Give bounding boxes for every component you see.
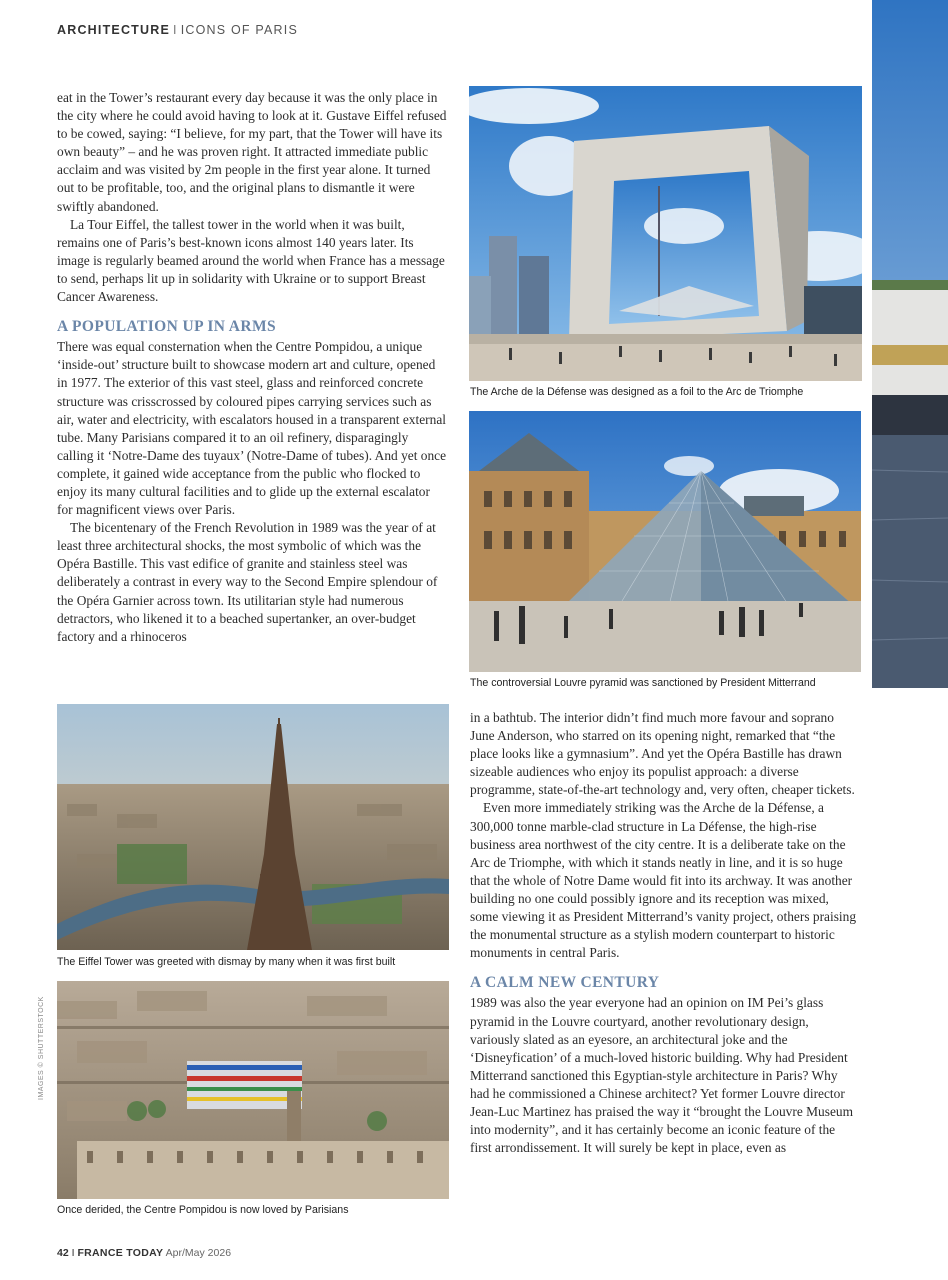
footer-separator: I	[71, 1247, 75, 1259]
louvre-pyramid-illustration	[469, 411, 861, 672]
right-text-column	[470, 709, 860, 1157]
paragraph: La Tour Eiffel, the tallest tower in the world when it was built, remains one of Paris’s best-known icons almost 140 years later. Its image is regularly beamed around the world when France has a message to send, perhaps lit up in solidarity with Ukraine or to support Breast Cancer Awareness.	[57, 216, 445, 305]
eiffel-caption: The Eiffel Tower was greeted with dismay by many when it was first built	[57, 956, 396, 968]
section-label: ARCHITECTURE	[57, 23, 171, 37]
running-header	[57, 23, 298, 37]
page-number: 42	[57, 1247, 69, 1259]
section-subtitle: ICONS OF PARIS	[180, 23, 298, 37]
eiffel-tower-illustration	[57, 704, 449, 950]
facing-page-photo-strip	[872, 0, 948, 688]
paragraph: The bicentenary of the French Revolution in 1989 was the year of at least three architectural shocks, the most symbolic of which was the Opéra Bastille. This vast edifice of granite and stainless steel was deliberately a contrast in every way to the Second Empire splendour of the Opéra Garnier across town. Its utilitarian style had numerous detractors, who likened it to a beached supertanker, an over-budget factory and a rhinoceros	[57, 520, 438, 644]
arche-defense-illustration	[469, 86, 862, 381]
paragraph: Even more immediately striking was the Arche de la Défense, a 300,000 tonne marble-clad structure in La Défense, the high-rise business area northwest of the city centre. It is a deliberate take on the Arc de Triomphe, with which it stands neatly in line, and it is so huge that the whole of Notre Dame would fit into its archway. It was another building no one could possibly ignore and its reception was mixed, some viewing it as President Mitterrand’s vanity project, others praising the monumental structure as a stylish modern counterpart to historic monuments in central Paris.	[470, 800, 857, 961]
louvre-caption: The controversial Louvre pyramid was sanctioned by President Mitterrand	[470, 677, 816, 689]
paragraph: eat in the Tower’s restaurant every day because it was the only place in the city where he could avoid having to look at it. Gustave Eiffel refused to be cowed, saying: “I believe, for my part, that the Tower will have its own beauty” – and he was proven right. It attracted immediate public acclaim and was visited by 2m people in the first year alone. It turned out to be profitable, too, and the original plans to dismantle it were swiftly abandoned.	[57, 90, 447, 214]
pompidou-caption: Once derided, the Centre Pompidou is now loved by Parisians	[57, 1204, 349, 1216]
page-footer	[57, 1247, 231, 1259]
section-heading: A CALM NEW CENTURY	[470, 974, 660, 992]
header-separator: I	[173, 23, 178, 37]
magazine-name: FRANCE TODAY	[77, 1247, 164, 1259]
centre-pompidou-photo	[57, 981, 449, 1199]
louvre-pyramid-photo	[469, 411, 861, 672]
paragraph: There was equal consternation when the Centre Pompidou, a unique ‘inside-out’ structure built to showcase modern art and culture, opened in 1977. The exterior of this vast steel, glass and reinforced concrete structure was crisscrossed by coloured pipes carrying services such as air, water and electricity, with escalators housed in a transparent external tube. Many Parisians compared it to an oil refinery, disparagingly calling it ‘Notre-Dame des tuyaux’ (Notre-Dame of tubes). And yet once complete, it gained wide acceptance from the public who flocked to enjoy its many cultural facilities and to glide up the external escalator for magnificent views over Paris.	[57, 339, 447, 518]
paragraph: 1989 was also the year everyone had an opinion on IM Pei’s glass pyramid in the Louvre courtyard, another revolutionary design, variously slated as an eyesore, an architectural joke and the ‘Disneyfication’ of a much-loved historic building. Why had President Mitterrand sanctioned this Egyptian-style architecture in Paris? Why had he commissioned a Chinese architect? Yet former Louvre director Jean-Luc Martinez has praised the way it “brought the Louvre Museum into modernity”, and it has certainly become an iconic feature of the first arrondissement. It will surely be kept in place, even as	[470, 995, 853, 1156]
eiffel-tower-photo	[57, 704, 449, 950]
photo-credit: IMAGES © SHUTTERSTOCK	[38, 996, 45, 1100]
centre-pompidou-illustration	[57, 981, 449, 1199]
section-heading: A POPULATION UP IN ARMS	[57, 318, 277, 336]
issue-date: Apr/May 2026	[165, 1247, 232, 1259]
arche-defense-photo	[469, 86, 862, 381]
arche-caption: The Arche de la Défense was designed as a foil to the Arc de Triomphe	[470, 386, 804, 398]
paragraph: in a bathtub. The interior didn’t find much more favour and soprano June Anderson, who starred on its opening night, remarked that “the place looks like a gymnasium”. And yet the Opéra Bastille has drawn sizeable audiences who enjoy its populist approach: a diverse programme, state-of-the-art technology and, very often, cheaper tickets.	[470, 710, 855, 798]
left-text-column	[57, 89, 447, 646]
river-building-illustration	[872, 0, 948, 688]
